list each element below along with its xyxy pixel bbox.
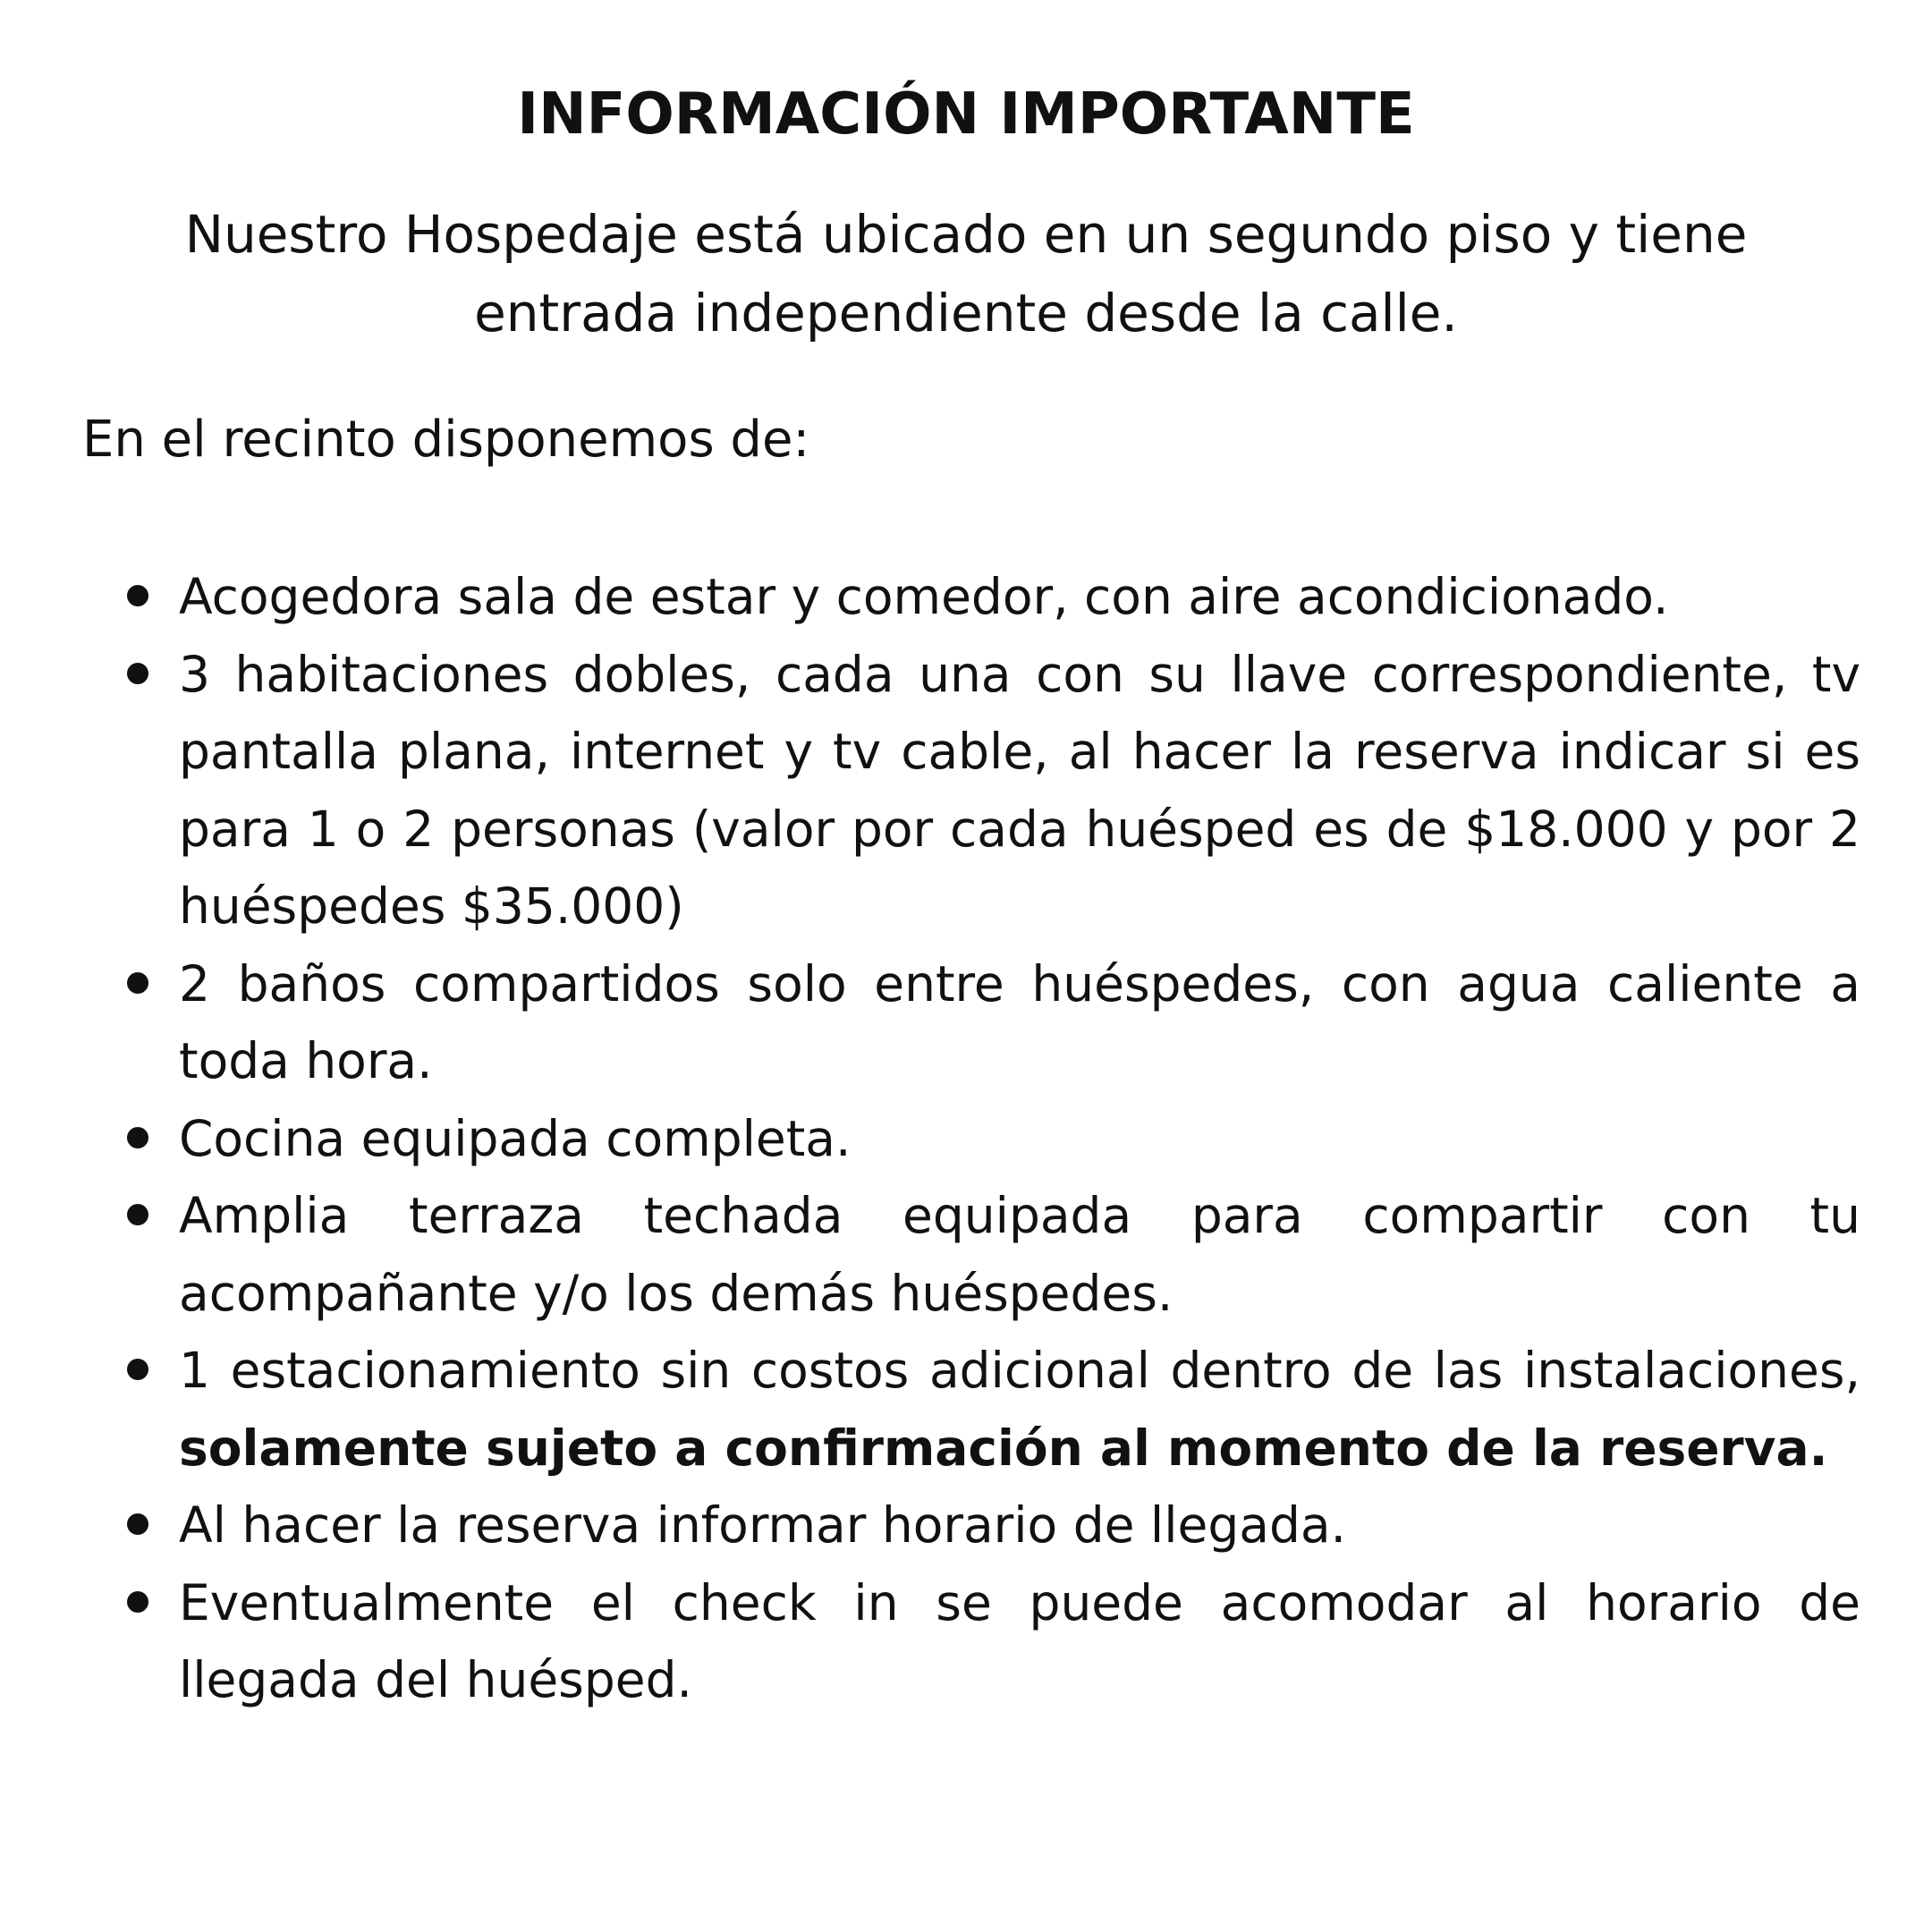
- list-item: [179, 1177, 1860, 1332]
- list-item: [179, 945, 1860, 1100]
- list-item: [179, 1564, 1860, 1719]
- list-item: [179, 636, 1860, 945]
- list-item: [179, 1332, 1860, 1487]
- amenities-list: [179, 558, 1860, 1719]
- amenities-lead: En el recinto disponemos de:: [82, 411, 810, 469]
- bullet-icon: [127, 663, 148, 684]
- bullet-icon: [127, 585, 148, 606]
- list-item: [179, 558, 1860, 636]
- list-item: [179, 1100, 1860, 1178]
- bullet-icon: [127, 1359, 148, 1380]
- bullet-icon: [127, 1204, 148, 1225]
- list-item-text: 2 baños compartidos solo entre huéspedes, con agua caliente a toda hora.: [179, 954, 1860, 1089]
- bullet-icon: [127, 972, 148, 994]
- list-item-text: Eventualmente el check in se puede acomodar al horario de llegada del huésped.: [179, 1573, 1860, 1708]
- list-item-text: 3 habitaciones dobles, cada una con su llave correspondiente, tv pantalla plana, internet y tv cable, al hacer la reserva indicar si es para 1 o 2 personas (valor por cada huésped es de $18.000 y por 2 huéspedes $35.000): [179, 645, 1860, 935]
- bullet-icon: [127, 1127, 148, 1148]
- list-item-bold-text: solamente sujeto a confirmación al momento de la reserva.: [179, 1419, 1828, 1477]
- list-item-text: 1 estacionamiento sin costos adicional dentro de las instalaciones,: [179, 1342, 1860, 1399]
- list-item-text: Al hacer la reserva informar horario de llegada.: [179, 1496, 1347, 1554]
- bullet-icon: [127, 1513, 148, 1535]
- list-item-text: Amplia terraza techada equipada para compartir con tu acompañante y/o los demás huéspedes.: [179, 1187, 1860, 1322]
- page-title: INFORMACIÓN IMPORTANTE: [517, 81, 1415, 148]
- list-item: [179, 1487, 1860, 1564]
- intro-paragraph: Nuestro Hospedaje está ubicado en un segundo piso y tiene entrada independiente desde la calle.: [184, 204, 1748, 343]
- bullet-icon: [127, 1591, 148, 1613]
- list-item-text: Acogedora sala de estar y comedor, con aire acondicionado.: [179, 568, 1669, 625]
- list-item-text: Cocina equipada completa.: [179, 1109, 852, 1167]
